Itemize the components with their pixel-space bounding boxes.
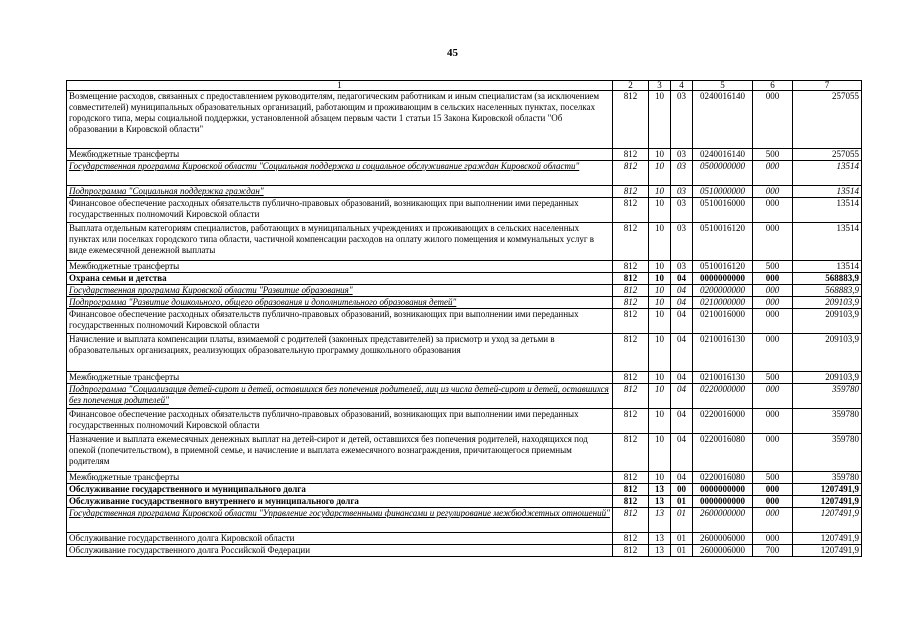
table-row bbox=[67, 161, 862, 186]
row-target-article: 0210016000 bbox=[693, 309, 753, 334]
table-row bbox=[67, 409, 862, 434]
row-subsection: 04 bbox=[671, 434, 693, 472]
row-description: Межбюджетные трансферты bbox=[67, 372, 613, 384]
row-expense-type: 000 bbox=[753, 297, 793, 309]
row-description: Подпрограмма "Социальная поддержка граждан" bbox=[67, 186, 613, 198]
row-amount: 209103,9 bbox=[793, 297, 862, 309]
row-target-article: 0210000000 bbox=[693, 297, 753, 309]
row-target-article: 0000000000 bbox=[693, 484, 753, 496]
table-row bbox=[67, 297, 862, 309]
row-amount: 568883,9 bbox=[793, 273, 862, 285]
row-section: 10 bbox=[649, 334, 671, 372]
row-expense-type: 500 bbox=[753, 472, 793, 484]
row-target-article: 0000000000 bbox=[693, 496, 753, 508]
row-description: Выплата отдельным категориям специалистов, работающих в муниципальных учреждениях и проживающих в сельских населенных пунктах или поселках городского типа области, частичной компенсации расходов на оплату жилого помещения и коммунальных услуг в виде ежемесячной денежной выплаты bbox=[67, 223, 613, 261]
row-section: 10 bbox=[649, 186, 671, 198]
row-subsection: 03 bbox=[671, 149, 693, 161]
row-description: Межбюджетные трансферты bbox=[67, 472, 613, 484]
row-expense-type: 000 bbox=[753, 508, 793, 533]
row-description: Подпрограмма "Социализация детей-сирот и детей, оставшихся без попечения родителей, лиц из числа детей-сирот и детей, оставшихся без попечения родителей" bbox=[67, 384, 613, 409]
row-description: Назначение и выплата ежемесячных денежных выплат на детей-сирот и детей, оставшихся без попечения родителей, находящихся под опекой (попечительством), в приемной семье, и начисление и выплата ежемесячного вознаграждения, причитающегося приемным родителям bbox=[67, 434, 613, 472]
row-ministry-code: 812 bbox=[613, 149, 649, 161]
row-ministry-code: 812 bbox=[613, 261, 649, 273]
row-subsection: 01 bbox=[671, 508, 693, 533]
row-expense-type: 000 bbox=[753, 334, 793, 372]
row-description: Финансовое обеспечение расходных обязательств публично-правовых образований, возникающих при выполнении ими переданных государственных полномочий Кировской области bbox=[67, 198, 613, 223]
column-header: 7 bbox=[793, 81, 862, 91]
row-ministry-code: 812 bbox=[613, 372, 649, 384]
row-amount: 359780 bbox=[793, 434, 862, 472]
row-description: Обслуживание государственного долга Российской Федерации bbox=[67, 545, 613, 557]
column-number-row bbox=[67, 81, 862, 91]
row-expense-type: 500 bbox=[753, 149, 793, 161]
row-expense-type: 000 bbox=[753, 533, 793, 545]
row-target-article: 0510016000 bbox=[693, 198, 753, 223]
row-target-article: 0220016080 bbox=[693, 434, 753, 472]
column-header: 4 bbox=[671, 81, 693, 91]
row-subsection: 03 bbox=[671, 186, 693, 198]
row-description: Подпрограмма "Развитие дошкольного, общего образования и дополнительного образования детей" bbox=[67, 297, 613, 309]
row-section: 13 bbox=[649, 508, 671, 533]
row-ministry-code: 812 bbox=[613, 484, 649, 496]
table-body bbox=[67, 91, 862, 557]
row-expense-type: 700 bbox=[753, 545, 793, 557]
row-description: Обслуживание государственного внутреннего и муниципального долга bbox=[67, 496, 613, 508]
row-ministry-code: 812 bbox=[613, 533, 649, 545]
row-section: 13 bbox=[649, 496, 671, 508]
row-subsection: 01 bbox=[671, 533, 693, 545]
row-expense-type: 000 bbox=[753, 285, 793, 297]
row-target-article: 0510016120 bbox=[693, 261, 753, 273]
row-subsection: 01 bbox=[671, 545, 693, 557]
table-row bbox=[67, 285, 862, 297]
row-section: 10 bbox=[649, 409, 671, 434]
table-row bbox=[67, 434, 862, 472]
row-section: 10 bbox=[649, 472, 671, 484]
row-amount: 568883,9 bbox=[793, 285, 862, 297]
row-subsection: 04 bbox=[671, 472, 693, 484]
row-subsection: 03 bbox=[671, 223, 693, 261]
row-amount: 209103,9 bbox=[793, 372, 862, 384]
row-amount: 1207491,9 bbox=[793, 496, 862, 508]
row-ministry-code: 812 bbox=[613, 161, 649, 186]
row-expense-type: 000 bbox=[753, 309, 793, 334]
row-expense-type: 000 bbox=[753, 484, 793, 496]
table-row bbox=[67, 384, 862, 409]
row-ministry-code: 812 bbox=[613, 334, 649, 372]
row-target-article: 0240016140 bbox=[693, 149, 753, 161]
row-expense-type: 000 bbox=[753, 434, 793, 472]
page-number: 45 bbox=[447, 47, 458, 59]
row-section: 13 bbox=[649, 533, 671, 545]
row-target-article: 0510000000 bbox=[693, 186, 753, 198]
column-header: 6 bbox=[753, 81, 793, 91]
row-target-article: 0220016000 bbox=[693, 409, 753, 434]
row-ministry-code: 812 bbox=[613, 472, 649, 484]
row-description: Возмещение расходов, связанных с предоставлением руководителям, педагогическим работникам и иным специалистам (за исключением совместителей) муниципальных образовательных организаций, работающим и проживающим в сельских населенных пунктах, поселках городского типа, меры социальной поддержки, установленной абзацем первым части 1 статьи 15 Закона Кировской области "Об образовании в Кировской области" bbox=[67, 91, 613, 149]
row-description: Начисление и выплата компенсации платы, взимаемой с родителей (законных представителей) за присмотр и уход за детьми в образовательных организациях, реализующих образовательную программу дошкольного образования bbox=[67, 334, 613, 372]
row-section: 10 bbox=[649, 223, 671, 261]
row-ministry-code: 812 bbox=[613, 309, 649, 334]
row-description: Охрана семьи и детства bbox=[67, 273, 613, 285]
row-ministry-code: 812 bbox=[613, 508, 649, 533]
row-amount: 13514 bbox=[793, 261, 862, 273]
row-description: Обслуживание государственного и муниципального долга bbox=[67, 484, 613, 496]
row-amount: 13514 bbox=[793, 223, 862, 261]
row-ministry-code: 812 bbox=[613, 91, 649, 149]
row-amount: 13514 bbox=[793, 161, 862, 186]
table-row bbox=[67, 223, 862, 261]
row-expense-type: 000 bbox=[753, 409, 793, 434]
row-subsection: 04 bbox=[671, 309, 693, 334]
row-amount: 359780 bbox=[793, 472, 862, 484]
row-expense-type: 000 bbox=[753, 91, 793, 149]
row-section: 10 bbox=[649, 309, 671, 334]
row-ministry-code: 812 bbox=[613, 223, 649, 261]
row-subsection: 00 bbox=[671, 484, 693, 496]
row-target-article: 0210016130 bbox=[693, 334, 753, 372]
budget-table bbox=[66, 80, 862, 557]
row-amount: 1207491,9 bbox=[793, 545, 862, 557]
row-subsection: 04 bbox=[671, 273, 693, 285]
row-ministry-code: 812 bbox=[613, 384, 649, 409]
row-description: Государственная программа Кировской области "Развитие образования" bbox=[67, 285, 613, 297]
row-section: 10 bbox=[649, 161, 671, 186]
column-header: 2 bbox=[613, 81, 649, 91]
table-row bbox=[67, 334, 862, 372]
row-expense-type: 000 bbox=[753, 496, 793, 508]
row-amount: 1207491,9 bbox=[793, 533, 862, 545]
row-expense-type: 000 bbox=[753, 223, 793, 261]
row-subsection: 04 bbox=[671, 285, 693, 297]
row-target-article: 0510016120 bbox=[693, 223, 753, 261]
column-header: 5 bbox=[693, 81, 753, 91]
table-row bbox=[67, 372, 862, 384]
table-row bbox=[67, 545, 862, 557]
table-row bbox=[67, 261, 862, 273]
row-target-article: 0500000000 bbox=[693, 161, 753, 186]
row-ministry-code: 812 bbox=[613, 434, 649, 472]
row-ministry-code: 812 bbox=[613, 496, 649, 508]
column-header: 1 bbox=[67, 81, 613, 91]
row-description: Государственная программа Кировской области "Социальная поддержка и социальное обслуживание граждан Кировской области" bbox=[67, 161, 613, 186]
row-subsection: 04 bbox=[671, 409, 693, 434]
table-row bbox=[67, 91, 862, 149]
row-amount: 209103,9 bbox=[793, 334, 862, 372]
row-subsection: 04 bbox=[671, 334, 693, 372]
row-subsection: 04 bbox=[671, 297, 693, 309]
row-section: 10 bbox=[649, 273, 671, 285]
table-row bbox=[67, 472, 862, 484]
row-subsection: 03 bbox=[671, 161, 693, 186]
row-description: Обслуживание государственного долга Кировской области bbox=[67, 533, 613, 545]
row-amount: 359780 bbox=[793, 409, 862, 434]
row-ministry-code: 812 bbox=[613, 297, 649, 309]
row-target-article: 0220000000 bbox=[693, 384, 753, 409]
row-amount: 359780 bbox=[793, 384, 862, 409]
row-subsection: 01 bbox=[671, 496, 693, 508]
row-target-article: 0200000000 bbox=[693, 285, 753, 297]
row-description: Государственная программа Кировской области "Управление государственными финансами и регулирование межбюджетных отношений" bbox=[67, 508, 613, 533]
table-row bbox=[67, 273, 862, 285]
row-amount: 209103,9 bbox=[793, 309, 862, 334]
row-amount: 1207491,9 bbox=[793, 508, 862, 533]
row-section: 10 bbox=[649, 384, 671, 409]
table-row bbox=[67, 186, 862, 198]
row-subsection: 03 bbox=[671, 91, 693, 149]
row-description: Финансовое обеспечение расходных обязательств публично-правовых образований, возникающих при выполнении ими переданных государственных полномочий Кировской области bbox=[67, 309, 613, 334]
row-expense-type: 000 bbox=[753, 186, 793, 198]
row-description: Межбюджетные трансферты bbox=[67, 149, 613, 161]
row-target-article: 0240016140 bbox=[693, 91, 753, 149]
table-row bbox=[67, 309, 862, 334]
row-expense-type: 500 bbox=[753, 261, 793, 273]
row-expense-type: 000 bbox=[753, 198, 793, 223]
row-ministry-code: 812 bbox=[613, 273, 649, 285]
table-row bbox=[67, 508, 862, 533]
row-amount: 13514 bbox=[793, 186, 862, 198]
row-subsection: 03 bbox=[671, 198, 693, 223]
row-expense-type: 500 bbox=[753, 372, 793, 384]
row-section: 10 bbox=[649, 149, 671, 161]
row-expense-type: 000 bbox=[753, 161, 793, 186]
row-section: 10 bbox=[649, 198, 671, 223]
row-amount: 13514 bbox=[793, 198, 862, 223]
row-description: Финансовое обеспечение расходных обязательств публично-правовых образований, возникающих при выполнении ими переданных государственных полномочий Кировской области bbox=[67, 409, 613, 434]
row-amount: 1207491,9 bbox=[793, 484, 862, 496]
row-section: 10 bbox=[649, 261, 671, 273]
row-ministry-code: 812 bbox=[613, 186, 649, 198]
row-target-article: 0000000000 bbox=[693, 273, 753, 285]
row-section: 10 bbox=[649, 434, 671, 472]
row-ministry-code: 812 bbox=[613, 285, 649, 297]
row-subsection: 04 bbox=[671, 384, 693, 409]
table-row bbox=[67, 533, 862, 545]
row-target-article: 2600000000 bbox=[693, 508, 753, 533]
row-subsection: 04 bbox=[671, 372, 693, 384]
row-section: 13 bbox=[649, 484, 671, 496]
row-ministry-code: 812 bbox=[613, 545, 649, 557]
row-expense-type: 000 bbox=[753, 273, 793, 285]
row-amount: 257055 bbox=[793, 149, 862, 161]
row-target-article: 0220016080 bbox=[693, 472, 753, 484]
table-row bbox=[67, 149, 862, 161]
row-target-article: 0210016130 bbox=[693, 372, 753, 384]
row-section: 10 bbox=[649, 372, 671, 384]
column-header: 3 bbox=[649, 81, 671, 91]
row-description: Межбюджетные трансферты bbox=[67, 261, 613, 273]
row-ministry-code: 812 bbox=[613, 198, 649, 223]
row-section: 10 bbox=[649, 91, 671, 149]
row-subsection: 03 bbox=[671, 261, 693, 273]
row-amount: 257055 bbox=[793, 91, 862, 149]
row-target-article: 2600006000 bbox=[693, 545, 753, 557]
row-ministry-code: 812 bbox=[613, 409, 649, 434]
row-section: 10 bbox=[649, 285, 671, 297]
row-expense-type: 000 bbox=[753, 384, 793, 409]
table-row bbox=[67, 484, 862, 496]
row-target-article: 2600006000 bbox=[693, 533, 753, 545]
row-section: 13 bbox=[649, 545, 671, 557]
table-row bbox=[67, 198, 862, 223]
row-section: 10 bbox=[649, 297, 671, 309]
table-row bbox=[67, 496, 862, 508]
